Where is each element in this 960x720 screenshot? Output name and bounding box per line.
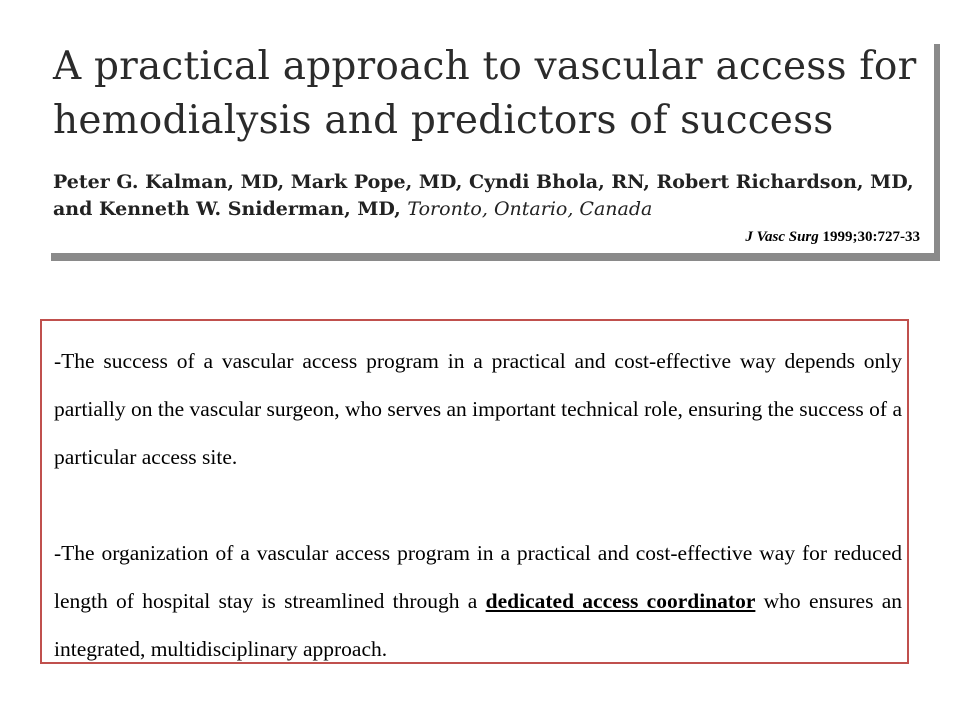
- paper-header-clipping: [45, 36, 934, 253]
- author-list: Peter G. Kalman, MD, Mark Pope, MD, Cyndi Bhola, RN, Robert Richardson, MD, and Kenneth W. Sniderman, MD,: [53, 171, 914, 220]
- paper-title: A practical approach to vascular access for hemodialysis and predictors of success: [53, 44, 917, 143]
- journal-name: J Vasc Surg: [745, 229, 819, 245]
- summary-point-2-end: who ensures an integrated, multidisciplinary approach.: [54, 589, 903, 661]
- journal-citation: [745, 229, 920, 246]
- dedicated-access-coordinator-emphasis: dedicated access coordinator: [485, 589, 756, 613]
- paper-authors: [53, 169, 923, 223]
- journal-reference: 1999;30:727-33: [822, 229, 920, 245]
- summary-box: [40, 319, 909, 664]
- summary-point-2-text: -The organization of a vascular access program in a practical and cost-effective way for reduced length of hospital stay is streamlined through a: [54, 541, 902, 613]
- summary-text: [54, 337, 902, 673]
- summary-point-1: -The success of a vascular access program in a practical and cost-effective way depends only partially on the vascular surgeon, who serves an important technical role, ensuring the success of a particular access site.: [54, 349, 902, 469]
- author-location: Toronto, Ontario, Canada: [407, 198, 653, 220]
- paragraph-gap: [54, 481, 902, 529]
- summary-point-2: [54, 529, 902, 673]
